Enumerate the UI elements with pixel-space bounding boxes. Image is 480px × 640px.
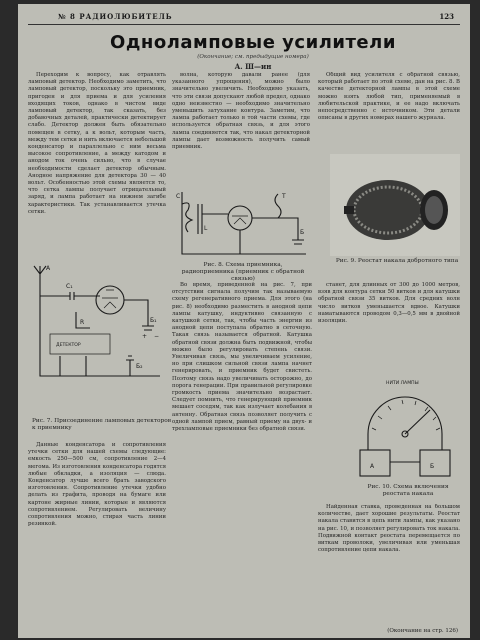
rheostat-arc (368, 397, 442, 434)
header-rule (28, 24, 460, 25)
figure-7-caption: Рис. 7. Присоединение ламповых детекторов к приемнику (32, 418, 172, 431)
label-b: Б (430, 463, 435, 470)
label-detector: ДЕТЕКТОР (56, 343, 81, 348)
text-column-7 (318, 504, 460, 632)
label-a: А (46, 265, 51, 272)
figure-8-schematic (174, 184, 314, 262)
label-a: А (370, 463, 375, 470)
figure-9-rheostat (330, 154, 460, 256)
article-title: Одноламповые усилители (110, 32, 396, 53)
text-column-1 (28, 72, 166, 258)
text-column-6 (318, 282, 460, 374)
coil-symbol (182, 203, 192, 232)
label-b1: Б₁ (150, 317, 157, 324)
issue-label: № 8 РАДИОЛЮБИТЕЛЬ (58, 12, 173, 21)
paragraph: Переходим к вопросу, как отравлять ламповый детектор. Необходимо заметить, что ламповый детектор, поскольку это приемник, пригоден и для приема и для усиления входящих токов, однако в чистом виде ламповый детектор, так сказать, без добавочных деталей, практически детектирует слабо. Детектор должен быть обязательно помещен в сетку, а к вольт, которым часть, между тем сетки и нить включается небольшой конденсатор и параллельно с ним весьма высокое сопротивление, а между катодом и анодом ток очень сильно, что в случае необходимости сделает детектор обычным. Анодное напряжение для детектора 30 — 40 вольт. Особенностью этой схемы является то, что сетка лампы получает отрицательный заряд, и лампа работает на нижнем загибе характеристики. Так устанавливается утечка сетки. (28, 72, 166, 215)
rheostat-body (346, 180, 430, 240)
paragraph: Данные конденсатора и сопротивления утечки сетки для нашей схемы следующие: емкость 250—500 см, сопротивление 2—4 мегома. Из изготовления конденсатора годятся любые обкладки, а изоляция — слюда. Конденсатор лучше всего брать заводского изготовления. Сопротивление утечки удобно делать из графита, проводя на бумаге или картоне жирные линии, которые и являются сопротивлением. Регулировать величину сопротивления можно, стирая часть линии резинкой. (28, 442, 166, 528)
page-number: 123 (439, 12, 454, 21)
label-minus: − (154, 333, 160, 340)
figure-10-schematic (350, 372, 460, 482)
battery-b (420, 450, 450, 476)
paragraph: Найденная ставка, проведенная на большом количестве, дает хорошие результаты. Реостат накала ставится в цепь нити лампы, как указано на рис. 10, и позволяет регулировать ток накала. Подвижной контакт реостата перемещается по виткам проволоки, увеличивая или уменьшая сопротивление цепи накала. (318, 504, 460, 554)
paragraph: Во время, приведенной на рис. 7, при отсутствии сигнала получим так называемую схему регенеративного приема. Для этого (на рис. 8) необходимо разместить в анодной цепи лампы катушку, индуктивно связанную с катушкой сетки, так, чтобы часть энергии из анодной цепи поступала обратно в сеточную. Такая связь называется обратной. Катушка обратной связи должна быть подвижной, чтобы можно было регулировать степень связи. Увеличивая связь, мы увеличиваем усиление, но при слишком сильной связи лампа начнет генерировать, и приемник будет свистеть. Поэтому связь надо увеличивать осторожно, до порога генерации. При правильной регулировке громкость приема значительно возрастает. Следует помнить, что генерирующий приемник мешает соседям, так как излучает колебания в антенну. Обратная связь позволяет получить с одной лампой прием, равный приему на двух- и трехламповые приемники без обратной связи. (172, 282, 312, 433)
figure-8-caption: Рис. 8. Схема приемника, радиоприемника (приемник с обратной связью) (181, 262, 305, 282)
battery-a (360, 450, 390, 476)
label-r: R (80, 319, 85, 326)
figure-7-schematic (30, 256, 170, 416)
article-subtitle: (Окончание; см. предыдущие номера) (197, 54, 309, 60)
page-header (28, 10, 458, 24)
text-column-4 (28, 442, 166, 632)
continuation-note: (Окончание на стр. 126) (387, 628, 458, 634)
rheostat-slider (405, 410, 430, 434)
text-column-5 (172, 282, 312, 632)
paragraph: волна, которую давали ранее (для указанного упрощения), можно было значительно увеличить. Необходимо указать, что эти связи допускают любой предел, однако одно неизвестно — необходимо значительно уменьшить затухание контура. Заметим, что лампа работает только в той части схемы, где используется обратная связь, и для этого лампа соединяется так, что накал детекторной лампы дает возможность получить самый приемник. (172, 72, 310, 151)
label-lamp-filament: НИТИ ЛАМПЫ (386, 381, 419, 386)
article-author: А. Ш—ин (234, 62, 272, 71)
label-b2: Б₂ (136, 363, 143, 370)
label-l: L (204, 225, 208, 232)
label-c1: С₁ (66, 283, 73, 290)
label-b: Б (300, 229, 305, 236)
magazine-page (18, 4, 470, 638)
label-plus: + (142, 333, 148, 340)
paragraph: Общий вид усилителя с обратной связью, который работает по этой схеме, дан на рис. 8. В качестве детекторной лампы в этой схеме можно взять любой тип, применяемый в любительской практике, и ее надо включать непосредственно с источником. Эти детали описаны в других номерах нашего журнала. (318, 72, 460, 122)
text-column-3 (318, 72, 460, 156)
figure-9-caption: Рис. 9. Реостат накала добротного типа (335, 258, 459, 264)
feedback-coil (252, 194, 281, 218)
antenna-symbol (34, 266, 46, 280)
figure-10-caption: Рис. 10. Схема включения реостата накала (367, 484, 449, 497)
text-column-2 (172, 72, 310, 184)
label-t: Т (282, 193, 286, 200)
paragraph: станет, для длинных от 300 до 1000 метров, взяв для контура сетки 50 витков и для катушки обратной связи 35 витков. Для средних волн число витков уменьшается вдвое. Катушки наматываются проводом 0,3—0,5 мм в двойной изоляции. (318, 282, 460, 325)
label-c: С (176, 193, 181, 200)
